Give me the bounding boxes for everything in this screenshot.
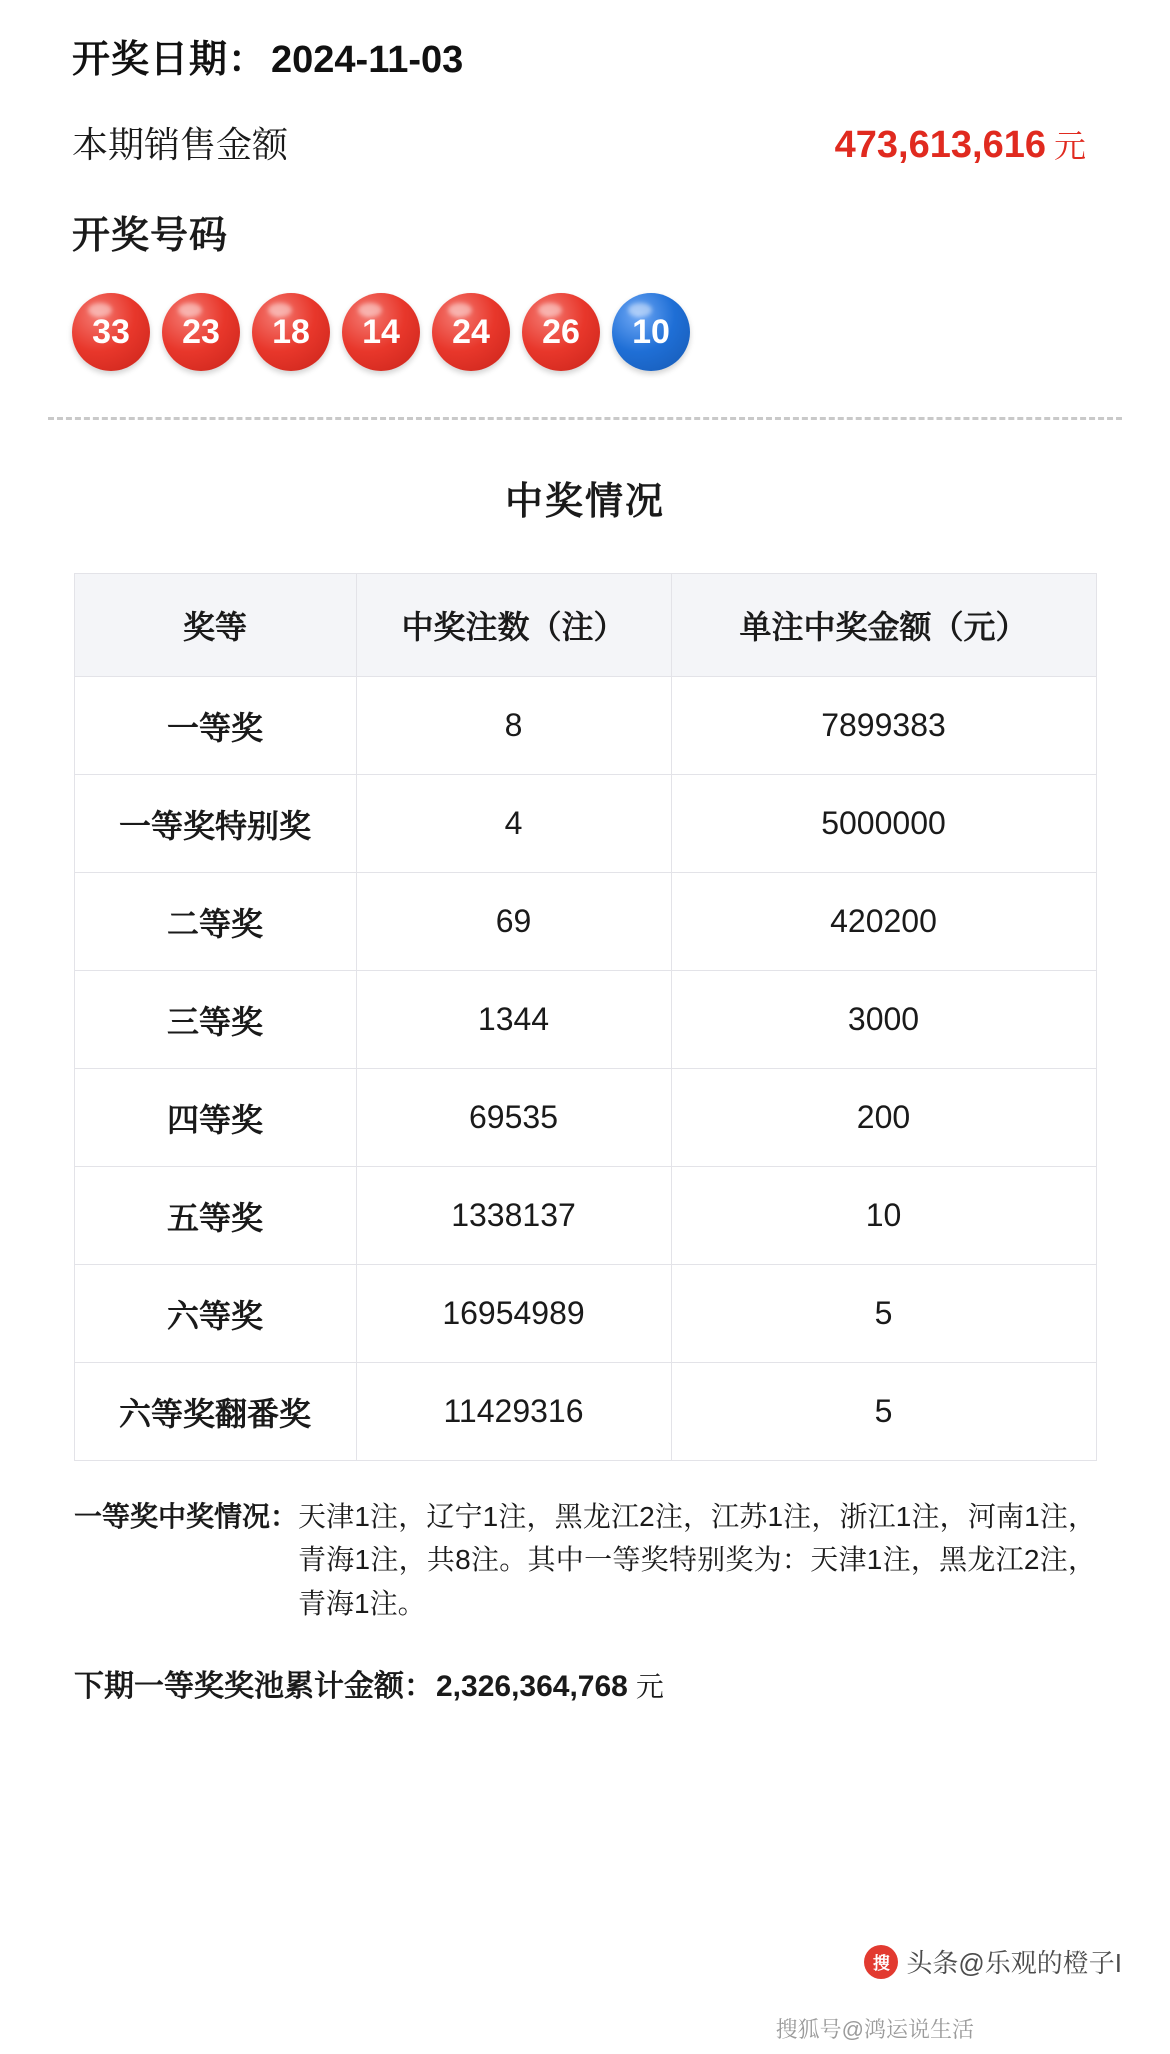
cell-prize-amount: 420200 <box>671 873 1096 971</box>
cell-prize-amount: 5000000 <box>671 775 1096 873</box>
cell-prize-amount: 7899383 <box>671 677 1096 775</box>
header-prize-level: 奖等 <box>74 574 356 677</box>
table-row <box>74 873 1096 971</box>
cell-win-count: 8 <box>356 677 671 775</box>
prize-pool-row <box>74 1661 1096 1705</box>
table-row <box>74 677 1096 775</box>
cell-prize-amount: 5 <box>671 1265 1096 1363</box>
lottery-ball: 10 <box>612 293 690 371</box>
lottery-ball: 14 <box>342 293 420 371</box>
cell-prize-level: 五等奖 <box>74 1167 356 1265</box>
cell-win-count: 4 <box>356 775 671 873</box>
cell-prize-level: 三等奖 <box>74 971 356 1069</box>
lottery-ball: 33 <box>72 293 150 371</box>
prize-section-title: 中奖情况 <box>504 481 665 523</box>
table-row <box>74 1265 1096 1363</box>
cell-prize-level: 二等奖 <box>74 873 356 971</box>
cell-win-count: 1344 <box>356 971 671 1069</box>
table-header-row <box>74 574 1096 677</box>
watermark-toutiao <box>856 1943 1122 1980</box>
watermark-top-text: 头条@乐观的橙子I <box>906 1948 1122 1978</box>
lottery-ball: 23 <box>162 293 240 371</box>
prize-pool-amount: 2,326,364,768 <box>436 1670 628 1704</box>
lottery-ball: 24 <box>432 293 510 371</box>
draw-date-label: 开奖日期： <box>72 39 268 81</box>
sales-amount-wrap <box>835 121 1086 167</box>
winning-numbers-row <box>48 293 1122 371</box>
cell-prize-level: 一等奖特别奖 <box>74 775 356 873</box>
sales-label: 本期销售金额 <box>72 124 289 165</box>
draw-date-row <box>48 0 1122 83</box>
cell-win-count: 69 <box>356 873 671 971</box>
first-prize-note <box>74 1495 1096 1625</box>
table-row <box>74 1069 1096 1167</box>
cell-prize-level: 六等奖翻番奖 <box>74 1363 356 1461</box>
prize-table-head <box>74 574 1096 677</box>
lottery-ball: 26 <box>522 293 600 371</box>
cell-prize-amount: 200 <box>671 1069 1096 1167</box>
lottery-ball: 18 <box>252 293 330 371</box>
sales-row <box>48 117 1122 168</box>
draw-date-value: 2024-11-03 <box>271 39 464 81</box>
cell-win-count: 1338137 <box>356 1167 671 1265</box>
table-row <box>74 1167 1096 1265</box>
cell-win-count: 16954989 <box>356 1265 671 1363</box>
first-prize-note-text: 天津1注，辽宁1注，黑龙江2注，江苏1注，浙江1注，河南1注，青海1注，共8注。其中一等奖特别奖为：天津1注，黑龙江2注，青海1注。 <box>298 1501 1096 1619</box>
winning-numbers-title: 开奖号码 <box>72 215 229 257</box>
header-prize-amount: 单注中奖金额（元） <box>671 574 1096 677</box>
prize-table-body <box>74 677 1096 1461</box>
section-divider <box>48 417 1122 420</box>
prize-pool-unit: 元 <box>635 1671 664 1703</box>
watermark-logo-icon: 搜 <box>864 1945 898 1979</box>
cell-prize-level: 一等奖 <box>74 677 356 775</box>
watermark-sohu: 搜狐号@鸿运说生活 <box>775 2017 974 2042</box>
table-row <box>74 971 1096 1069</box>
first-prize-note-label: 一等奖中奖情况： <box>74 1501 299 1532</box>
sales-amount: 473,613,616 <box>834 124 1046 166</box>
header-win-count: 中奖注数（注） <box>356 574 671 677</box>
prize-pool-label: 下期一等奖奖池累计金额： <box>74 1670 434 1704</box>
cell-prize-level: 六等奖 <box>74 1265 356 1363</box>
table-row <box>74 775 1096 873</box>
cell-prize-amount: 5 <box>671 1363 1096 1461</box>
table-row <box>74 1363 1096 1461</box>
cell-prize-level: 四等奖 <box>74 1069 356 1167</box>
prize-table <box>74 573 1097 1461</box>
cell-win-count: 69535 <box>356 1069 671 1167</box>
cell-win-count: 11429316 <box>356 1363 671 1461</box>
cell-prize-amount: 3000 <box>671 971 1096 1069</box>
cell-prize-amount: 10 <box>671 1167 1096 1265</box>
sales-unit: 元 <box>1053 128 1086 164</box>
